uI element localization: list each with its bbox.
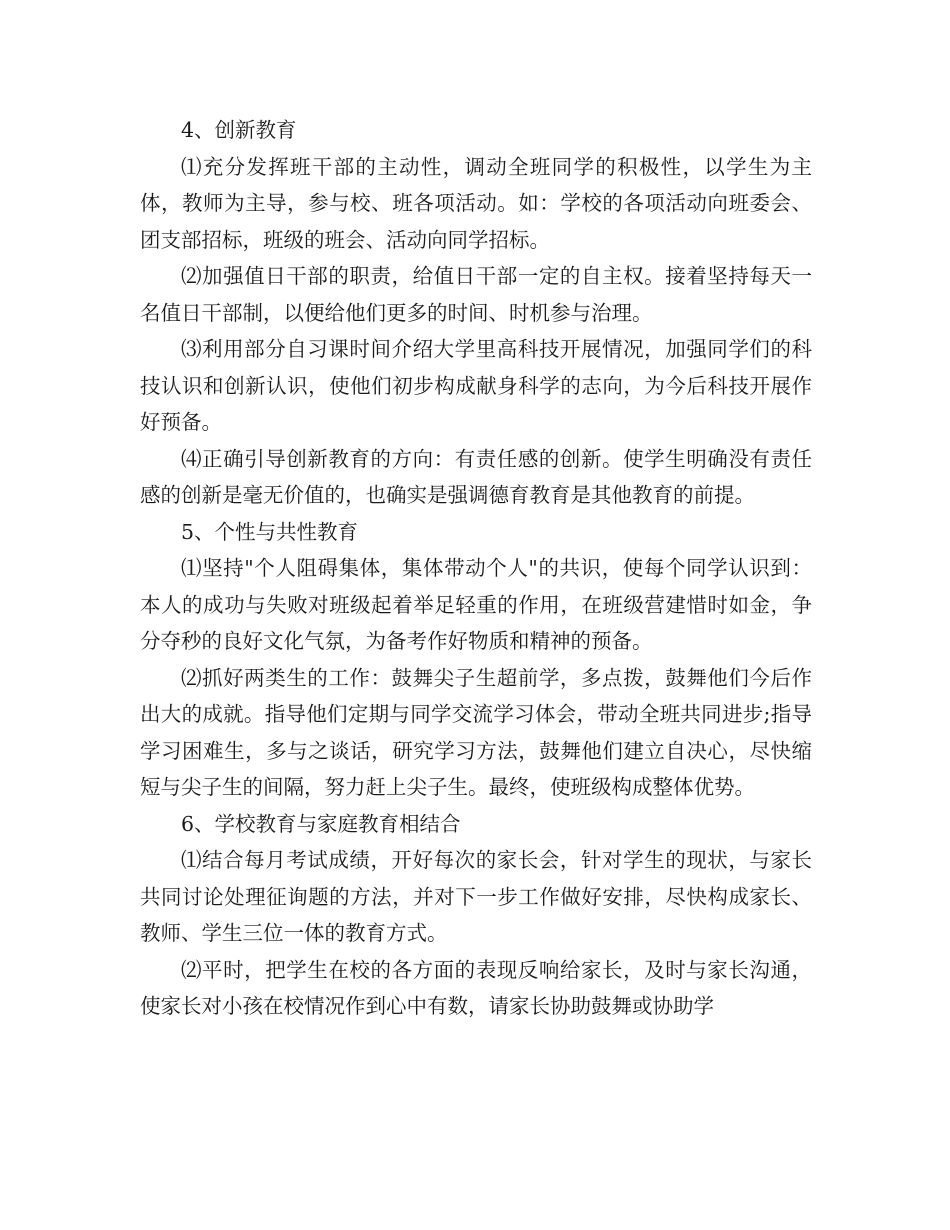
paragraph: ⑶利用部分自习课时间介绍大学里高科技开展情况，加强同学们的科技认识和创新认识，使他们初步构成献身科学的志向，为今后科技开展作好预备。 [140,337,812,434]
paragraph: ⑵加强值日干部的职责，给值日干部一定的自主权。接着坚持每天一名值日干部制，以便给他们更多的时间、时机参与治理。 [140,264,812,325]
paragraph: ⑵平时，把学生在校的各方面的表现反响给家长，及时与家长沟通，使家长对小孩在校情况作到心中有数，请家长协助鼓舞或协助学 [140,957,812,1018]
paragraph: ⑵抓好两类生的工作：鼓舞尖子生超前学，多点拨，鼓舞他们今后作出大的成就。指导他们定期与同学交流学习体会，带动全班共同进步;指导学习困难生，多与之谈话，研究学习方法，鼓舞他们建立自决心，尽快缩短与尖子生的间隔，努力赶上尖子生。最终，使班级构成整体优势。 [140,665,812,799]
paragraph: ⑴结合每月考试成绩，开好每次的家长会，针对学生的现状，与家长共同讨论处理征询题的方法，并对下一步工作做好安排，尽快构成家长、教师、学生三位一体的教育方式。 [140,848,812,945]
section-heading-school-family: 6、学校教育与家庭教育相结合 [181,811,461,836]
section-heading-individuality: 5、个性与共性教育 [181,519,359,544]
section-heading-innovation: 4、创新教育 [181,118,297,142]
paragraph: ⑴坚持"个人阻碍集体，集体带动个人"的共识，使每个同学认识到：本人的成功与失败对班级起着举足轻重的作用，在班级营建惜时如金，争分夺秒的良好文化气氛，为备考作好物质和精神的预备。 [140,556,812,653]
paragraph: ⑷正确引导创新教育的方向：有责任感的创新。使学生明确没有责任感的创新是毫无价值的，也确实是强调德育教育是其他教育的前提。 [140,446,812,507]
paragraph: ⑴充分发挥班干部的主动性，调动全班同学的积极性，以学生为主体，教师为主导，参与校、班各项活动。如：学校的各项活动向班委会、团支部招标，班级的班会、活动向同学招标。 [140,154,812,252]
document-body [140,112,812,1025]
